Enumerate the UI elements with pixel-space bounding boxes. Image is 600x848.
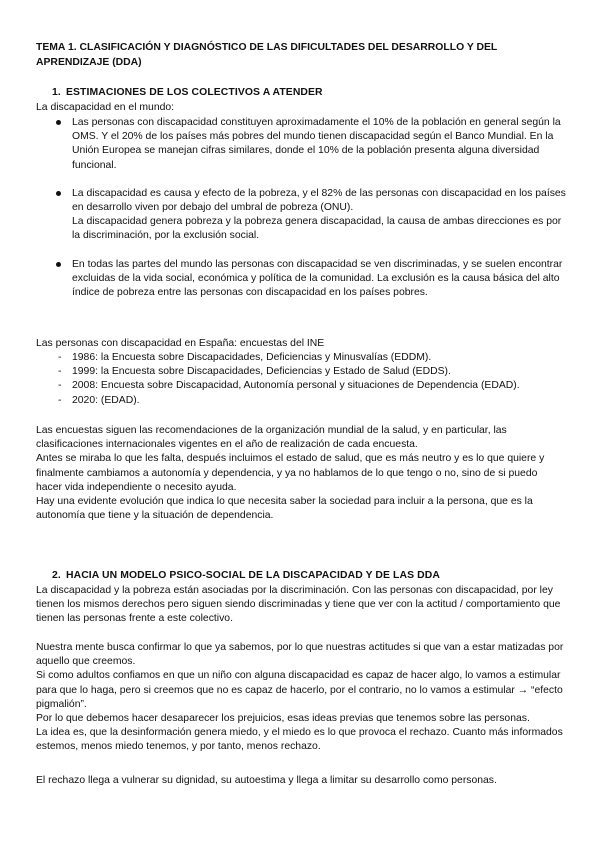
paragraph: Antes se miraba lo que les falta, después incluimos el estado de salud, que es más neutro y es lo que quiere y finalmente cambiamos a autonomía y dependencia, y ya no hablamos de lo que tengo o no, sino de si puedo hacer vida independiente o necesito ayuda. bbox=[36, 453, 545, 493]
paragraph: Si como adultos confiamos en que un niño con alguna discapacidad es capaz de hacer algo, lo vamos a estimular para que lo haga, pero si creemos que no es capaz de hacerlo, por el contrario, no lo vamos a estimular → “efecto pigmalión”. bbox=[36, 670, 563, 710]
section-2-title: HACIA UN MODELO PSICO-SOCIAL DE LA DISCAPACIDAD Y DE LAS DDA bbox=[66, 570, 440, 581]
paragraph: Las encuestas siguen las recomendaciones de la organización mundial de la salud, y en particular, las clasificaciones internacionales vigentes en el año de realización de cada encuesta. bbox=[36, 425, 507, 451]
paragraph: Hay una evidente evolución que indica lo que necesita saber la sociedad para incluir a la persona, que es la autonomía que tiene y la situación de dependencia. bbox=[36, 496, 533, 522]
dash-icon: - bbox=[58, 380, 62, 392]
survey-item bbox=[36, 379, 566, 393]
survey-text: 2008: Encuesta sobre Discapacidad, Autonomía personal y situaciones de Dependencia (EDAD). bbox=[72, 380, 520, 392]
section-1-heading bbox=[52, 86, 323, 100]
paragraph: Por lo que debemos hacer desaparecer los prejuicios, esas ideas previas que tenemos sobre las personas. bbox=[36, 713, 530, 725]
survey-item bbox=[36, 351, 566, 365]
dash-icon: - bbox=[58, 366, 62, 378]
dash-icon: - bbox=[58, 352, 62, 363]
section-2-intro: La discapacidad y la pobreza están asociadas por la discriminación. Con las personas con discapacidad, por ley tienen los mismos derechos pero siguen siendo discriminadas y tiene que ver con la actitud / comportamiento que tienen las personas frente a este colectivo. bbox=[36, 585, 561, 625]
document-title: TEMA 1. CLASIFICACIÓN Y DIAGNÓSTICO DE LAS DIFICULTADES DEL DESARROLLO Y DEL APRENDIZAJE (DDA) bbox=[36, 42, 498, 68]
bullet-item bbox=[36, 258, 566, 301]
bullet-dot-icon bbox=[56, 191, 61, 196]
section-2-heading bbox=[52, 569, 440, 583]
bullet-text: La discapacidad es causa y efecto de la pobreza, y el 82% de las personas con discapacidad en los países en desarrollo viven por debajo del umbral de pobreza (ONU). bbox=[72, 187, 566, 214]
survey-item bbox=[36, 365, 566, 379]
bullet-dot-icon bbox=[56, 262, 61, 267]
section-2-number: 2. bbox=[52, 570, 61, 581]
paragraph: Nuestra mente busca confirmar lo que ya sabemos, por lo que nuestras actitudes si que van a estar matizadas por aquello que creemos. bbox=[36, 642, 564, 668]
section-2-body bbox=[36, 641, 566, 755]
survey-text: 2020: (EDAD). bbox=[72, 394, 140, 406]
survey-item bbox=[36, 394, 566, 408]
ine-surveys-list bbox=[36, 351, 566, 408]
survey-text: 1986: la Encuesta sobre Discapacidades, Deficiencias y Minusvalías (EDDM). bbox=[72, 352, 432, 363]
spain-surveys-intro: Las personas con discapacidad en España: encuestas del INE bbox=[36, 338, 325, 349]
section-1-title: ESTIMACIONES DE LOS COLECTIVOS A ATENDER bbox=[66, 87, 323, 98]
section-2-closing: El rechazo llega a vulnerar su dignidad, su autoestima y llega a limitar su desarrollo como personas. bbox=[36, 775, 497, 786]
bullet-text: La discapacidad genera pobreza y la pobreza genera discapacidad, la causa de ambas direcciones es por la discriminación, por la exclusión social. bbox=[72, 216, 562, 242]
bullet-item bbox=[36, 116, 566, 173]
section-1-intro: La discapacidad en el mundo: bbox=[36, 102, 175, 113]
bullet-text: En todas las partes del mundo las personas con discapacidad se ven discriminadas, y se suelen encontrar excluidas de la vida social, económica y política de la comunidad. La exclusión es la causa básica del alto índice de pobreza entre las personas con discapacidad en los países pobres. bbox=[72, 258, 563, 299]
section-1-number: 1. bbox=[52, 87, 61, 98]
paragraph: La idea es, que la desinformación genera miedo, y el miedo es lo que provoca el rechazo. Cuanto más informados estemos, menos miedo tenemos, y por tanto, menos rechazo. bbox=[36, 727, 563, 753]
bullet-text: Las personas con discapacidad constituyen aproximadamente el 10% de la población en general según la OMS. Y el 20% de los países más pobres del mundo tienen discapacidad según el Banco Mundial. En la Unión Europea se manejan cifras similares, donde el 10% de la población presenta alguna diversidad funcional. bbox=[72, 117, 561, 171]
dash-icon: - bbox=[58, 394, 62, 406]
bullet-dot-icon bbox=[56, 120, 61, 125]
bullet-item bbox=[36, 187, 566, 244]
world-disability-bullets bbox=[36, 116, 566, 300]
survey-text: 1999: la Encuesta sobre Discapacidades, Deficiencias y Estado de Salud (EDDS). bbox=[72, 366, 451, 378]
surveys-commentary bbox=[36, 424, 566, 523]
